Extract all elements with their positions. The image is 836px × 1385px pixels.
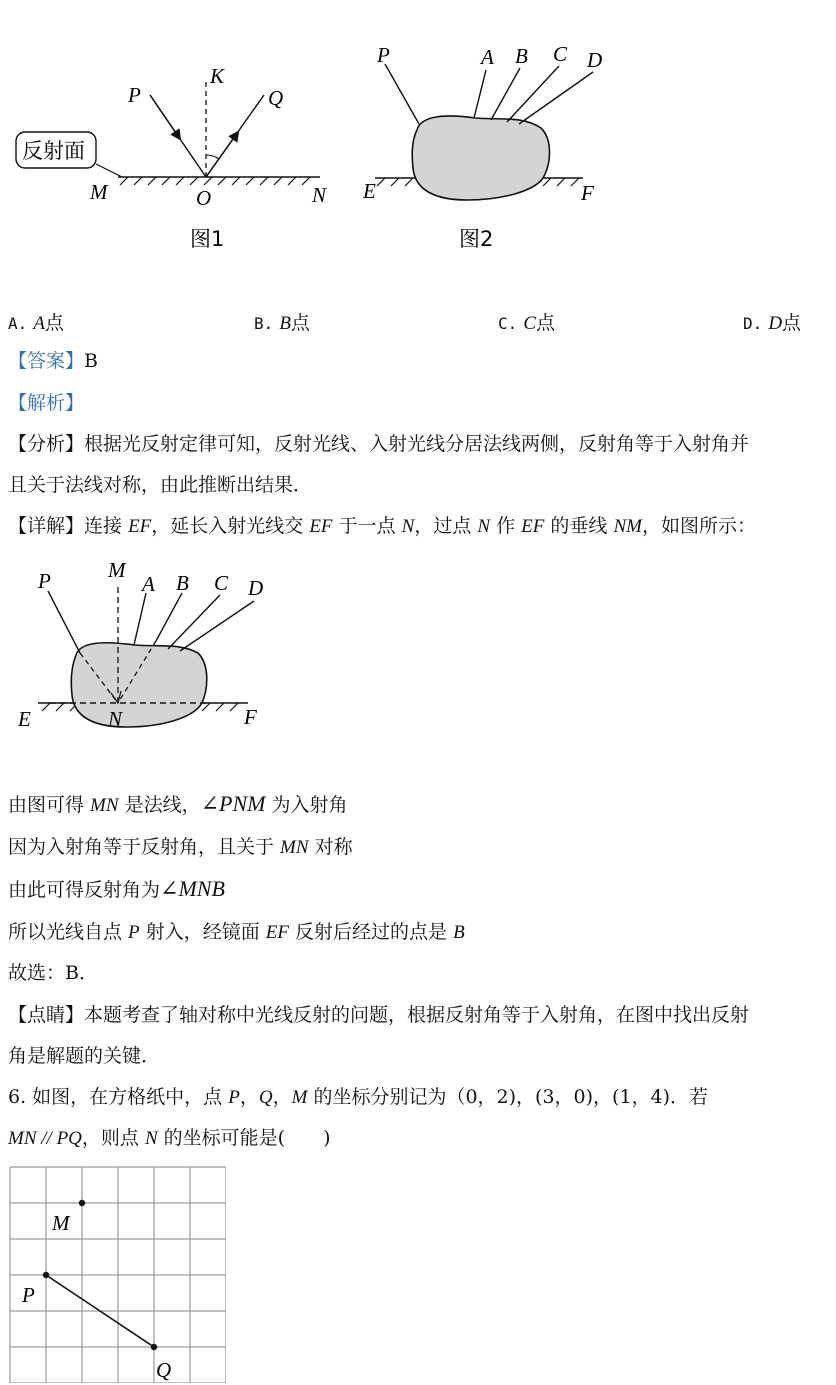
fig2-point-A: A [481, 45, 494, 69]
fig2-point-P: P [377, 43, 390, 67]
fenxi-line-1: 【分析】根据光反射定律可知，反射光线、入射光线分居法线两侧，反射角等于入射角并 [8, 433, 750, 455]
fig3-point-F: F [244, 705, 257, 729]
xiangjie-tag: 【详解】 [8, 515, 85, 537]
step-2: 因为入射角等于反射角，且关于 MN 对称 [8, 836, 353, 858]
option-c[interactable]: C. C点 [498, 312, 556, 334]
grid-label-P: P [22, 1283, 35, 1307]
fig2-point-B: B [515, 44, 528, 68]
grid-point-M [79, 1200, 85, 1206]
question-6-line-1: 6. 如图，在方格纸中，点 P，Q，M 的坐标分别记为（0，2)，(3，0)，(1，4)．若 [8, 1086, 709, 1108]
fig1-point-O: O [196, 186, 212, 210]
grid-label-M: M [52, 1211, 70, 1235]
figure-3-solution [10, 555, 280, 740]
step-3: 由此可得反射角为∠MNB [8, 876, 225, 901]
option-a[interactable]: A. A点 [8, 312, 64, 334]
fig2-caption: 图2 [459, 227, 494, 251]
fig3-point-D: D [248, 576, 264, 600]
answer-tag: 【答案】 [8, 350, 85, 372]
figure-1-reflection [10, 50, 350, 260]
step-4: 所以光线自点 P 射入，经镜面 EF 反射后经过的点是 B [8, 921, 465, 943]
answer-line [8, 348, 98, 374]
step-5-choice: 故选：B． [8, 962, 98, 984]
dianjing-line-1: 【点睛】本题考查了轴对称中光线反射的问题，根据反射角等于入射角，在图中找出反射 [8, 1004, 750, 1026]
fig1-point-N: N [312, 183, 327, 207]
answer-value: B [84, 350, 98, 372]
fig2-point-C: C [553, 42, 568, 66]
fig2-point-E: E [363, 179, 376, 203]
fig1-point-K: K [210, 64, 225, 88]
fenxi-tag: 【分析】 [8, 433, 85, 455]
fig3-point-C: C [214, 571, 229, 595]
fig3-point-E: E [18, 707, 31, 731]
grid-point-P [43, 1272, 49, 1278]
option-d[interactable]: D. D点 [743, 312, 802, 334]
fig2-point-D: D [587, 48, 603, 72]
fenxi-line-2: 且关于法线对称，由此推断出结果． [8, 474, 313, 496]
fig3-point-N: N [108, 707, 123, 731]
fig3-point-A: A [142, 572, 155, 596]
grid-figure [8, 1165, 226, 1383]
fig3-point-M: M [108, 558, 126, 582]
fig3-point-P: P [38, 569, 51, 593]
question-6-line-2: MN // PQ，则点 N 的坐标可能是( ) [8, 1127, 331, 1149]
option-b[interactable]: B. B点 [254, 312, 310, 334]
analysis-heading: 【解析】 [8, 392, 85, 414]
dianjing-line-2: 角是解题的关键． [8, 1045, 161, 1067]
fig1-point-M: M [90, 180, 108, 204]
reflect-surface-label: 反射面 [22, 139, 85, 163]
fig2-point-F: F [581, 181, 594, 205]
grid-label-Q: Q [156, 1358, 172, 1382]
step-1: 由图可得 MN 是法线，∠PNM 为入射角 [8, 791, 348, 816]
grid-point-Q [151, 1344, 157, 1350]
xiangjie-line: 【详解】连接 EF，延长入射光线交 EF 于一点 N，过点 N 作 EF 的垂线 NM，如图所示： [8, 515, 756, 537]
fig3-point-B: B [176, 571, 189, 595]
fig1-point-P: P [128, 83, 141, 107]
fig1-point-Q: Q [268, 86, 284, 110]
figure-2-rock [355, 40, 615, 260]
dianjing-tag: 【点睛】 [8, 1004, 85, 1026]
fig1-caption: 图1 [190, 227, 225, 251]
